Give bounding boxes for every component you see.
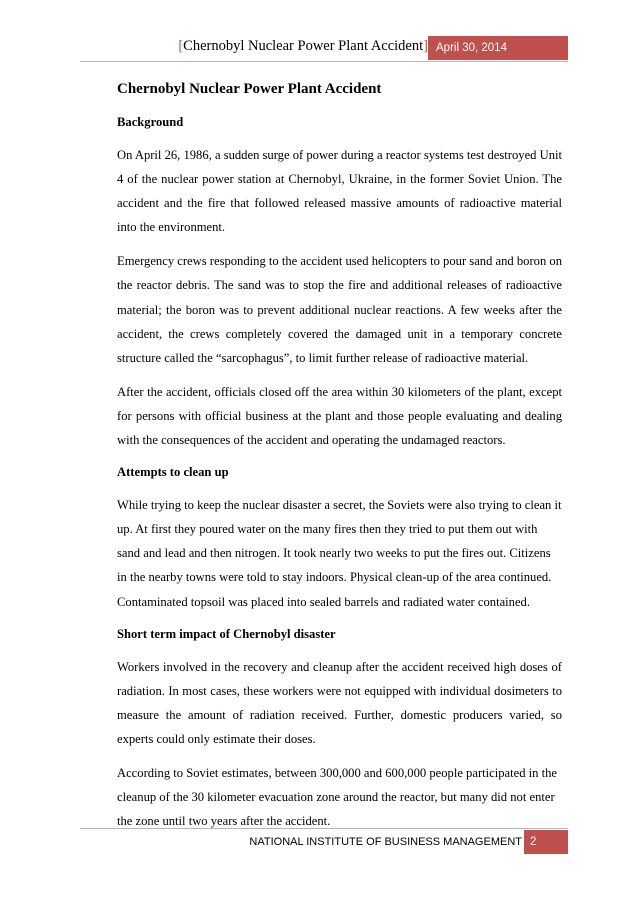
- paragraph: While trying to keep the nuclear disaster a secret, the Soviets were also trying to clean it up. At first they poured water on the many fires then they tried to put them out with sand and lead and then nitrogen. It took nearly two weeks to put the fires out. Citizens in the nearby towns were told to stay indoors. Physical clean-up of the area continued. Contaminated topsoil was placed into sealed barrels and radiated water contained.: [117, 498, 562, 609]
- section-heading-short-term-impact: Short term impact of Chernobyl disaster: [117, 626, 336, 641]
- footer-organization: NATIONAL INSTITUTE OF BUSINESS MANAGEMENT: [249, 836, 522, 848]
- header-bracket-close: ]: [423, 38, 428, 54]
- paragraph: Workers involved in the recovery and cleanup after the accident received high doses of radiation. In most cases, these workers were not equipped with individual dosimeters to measure the amount of radiation received. Further, domestic producers varied, so experts could only estimate their doses.: [117, 659, 562, 746]
- header-date: April 30, 2014: [428, 36, 568, 60]
- header-title-text: Chernobyl Nuclear Power Plant Accident: [183, 38, 424, 54]
- header-divider: [80, 61, 568, 62]
- section-heading-background: Background: [117, 115, 184, 129]
- document-body: [117, 78, 562, 843]
- page-number: 2: [524, 830, 568, 854]
- footer-divider: [80, 828, 568, 829]
- paragraph: Emergency crews responding to the accident used helicopters to pour sand and boron on the reactor debris. The sand was to stop the fire and additional releases of radioactive material; the boron was to prevent additional nuclear reactions. A few weeks after the accident, the crews completely covered the damaged unit in a temporary concrete structure called the “sarcophagus”, to limit further release of radioactive material.: [117, 254, 562, 365]
- paragraph: After the accident, officials closed off the area within 30 kilometers of the plant, except for persons with official business at the plant and those people evaluating and dealing with the consequences of the accident and operating the undamaged reactors.: [117, 384, 562, 448]
- header-bracket-open: [: [178, 38, 184, 54]
- document-title: Chernobyl Nuclear Power Plant Accident: [117, 81, 382, 97]
- paragraph: According to Soviet estimates, between 300,000 and 600,000 people participated in the cleanup of the 30 kilometer evacuation zone around the reactor, but many did not enter the zone until two years after the accident.: [117, 765, 557, 829]
- paragraph: On April 26, 1986, a sudden surge of power during a reactor systems test destroyed Unit 4 of the nuclear power station at Chernobyl, Ukraine, in the former Soviet Union. The accident and the fire that followed released massive amounts of radioactive material into the environment.: [117, 148, 563, 235]
- page-header: [0, 0, 638, 64]
- page-footer: [0, 822, 638, 852]
- section-heading-clean-up: Attempts to clean up: [117, 465, 229, 480]
- header-title: [178, 38, 428, 55]
